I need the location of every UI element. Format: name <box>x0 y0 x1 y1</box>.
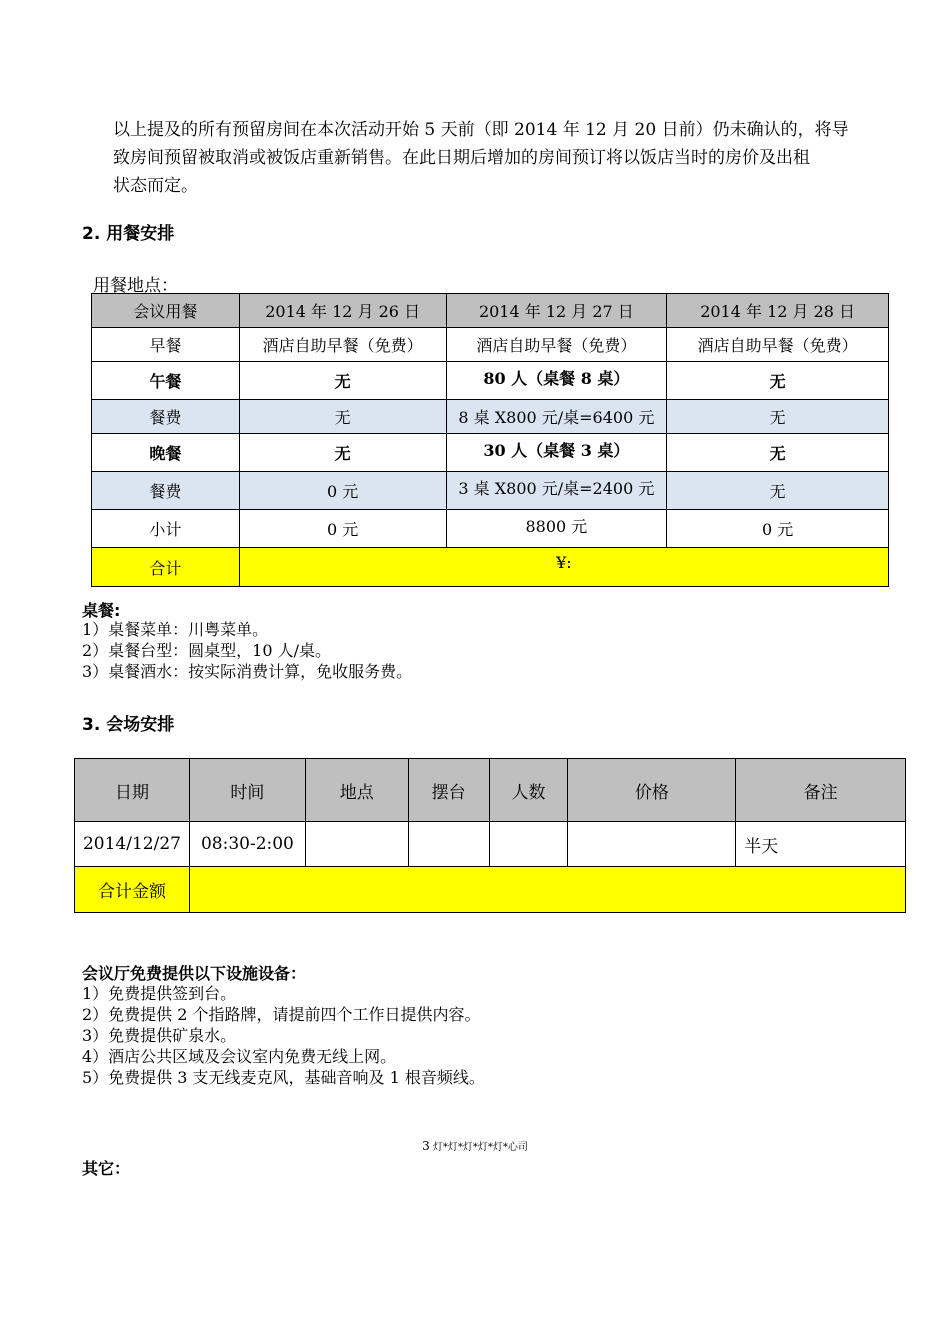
table-cell: 酒店自助早餐（免费） <box>239 328 446 362</box>
facilities-heading: 会议厅免费提供以下设施设备： <box>82 964 307 983</box>
header-cell: 会议用餐 <box>92 294 240 328</box>
table-cell: 0 元 <box>239 472 446 510</box>
header-cell: 时间 <box>189 759 305 822</box>
list-item: 2）免费提供 2 个指路牌，请提前四个工作日提供内容。 <box>82 1005 481 1024</box>
table-cell: 8800 元 <box>446 510 667 548</box>
table-row <box>92 510 889 548</box>
venue-total-row <box>75 867 906 913</box>
table-cell: 小计 <box>92 510 240 548</box>
list-item: 2）桌餐台型：圆桌型，10 人/桌。 <box>82 641 332 660</box>
header-cell: 日期 <box>75 759 190 822</box>
table-cell: 0 元 <box>667 510 889 548</box>
table-row <box>92 400 889 434</box>
table-cell: 80 人（桌餐 8 桌） <box>446 362 667 400</box>
dining-table <box>91 293 889 587</box>
table-cell: 08:30-2:00 <box>189 822 305 867</box>
header-cell: 2014 年 12 月 28 日 <box>667 294 889 328</box>
table-cell: 无 <box>667 362 889 400</box>
list-item: 1）桌餐菜单：川粤菜单。 <box>82 620 269 639</box>
table-meal-list <box>82 619 412 682</box>
table-cell <box>305 822 408 867</box>
header-cell: 2014 年 12 月 27 日 <box>446 294 667 328</box>
table-cell: 餐费 <box>92 400 240 434</box>
intro-line: 状态而定。 <box>113 176 198 196</box>
table-cell: 2014/12/27 <box>75 822 190 867</box>
section-heading-venue: 3. 会场安排 <box>82 715 175 735</box>
table-cell: 无 <box>667 434 889 472</box>
table-row <box>75 822 906 867</box>
table-row <box>92 472 889 510</box>
header-cell: 人数 <box>489 759 568 822</box>
total-value: ¥: <box>239 548 888 587</box>
table-meal-heading: 桌餐: <box>82 601 121 620</box>
facilities-list <box>82 983 485 1088</box>
total-label: 合计金额 <box>75 867 190 913</box>
header-cell: 价格 <box>568 759 736 822</box>
table-row <box>92 362 889 400</box>
dining-table-header <box>92 294 889 328</box>
dining-total-row <box>92 548 889 587</box>
intro-paragraph <box>113 116 913 200</box>
table-cell: 3 桌 X800 元/桌=2400 元 <box>446 472 667 510</box>
table-cell: 早餐 <box>92 328 240 362</box>
section-heading-dining: 2. 用餐安排 <box>82 224 175 244</box>
total-value <box>189 867 905 913</box>
table-cell: 无 <box>667 472 889 510</box>
table-cell: 午餐 <box>92 362 240 400</box>
table-cell: 无 <box>667 400 889 434</box>
intro-line: 以上提及的所有预留房间在本次活动开始 5 天前（即 2014 年 12 月 20 日前）仍未确认的，将导 <box>113 120 849 140</box>
table-cell <box>489 822 568 867</box>
table-cell <box>568 822 736 867</box>
table-cell: 无 <box>239 434 446 472</box>
table-cell: 半天 <box>736 822 906 867</box>
table-row <box>92 328 889 362</box>
list-item: 3）桌餐酒水：按实际消费计算，免收服务费。 <box>82 662 413 681</box>
total-label: 合计 <box>92 548 240 587</box>
page-number: 3 <box>422 1139 430 1153</box>
header-cell: 摆台 <box>408 759 489 822</box>
others-heading: 其它： <box>82 1159 131 1178</box>
header-cell: 备注 <box>736 759 906 822</box>
table-cell: 30 人（桌餐 3 桌） <box>446 434 667 472</box>
table-cell <box>408 822 489 867</box>
list-item: 4）酒店公共区域及会议室内免费无线上网。 <box>82 1047 397 1066</box>
footer-company: 灯*灯*灯*灯*灯*心司 <box>432 1142 528 1153</box>
table-cell: 0 元 <box>239 510 446 548</box>
intro-line: 致房间预留被取消或被饭店重新销售。在此日期后增加的房间预订将以饭店当时的房价及出租 <box>113 148 810 168</box>
list-item: 1）免费提供签到台。 <box>82 984 237 1003</box>
table-cell: 酒店自助早餐（免费） <box>446 328 667 362</box>
table-cell: 晚餐 <box>92 434 240 472</box>
header-cell: 地点 <box>305 759 408 822</box>
table-cell: 餐费 <box>92 472 240 510</box>
table-row <box>92 434 889 472</box>
table-cell: 酒店自助早餐（免费） <box>667 328 889 362</box>
dining-location-label: 用餐地点： <box>93 276 178 296</box>
table-cell: 无 <box>239 362 446 400</box>
header-cell: 2014 年 12 月 26 日 <box>239 294 446 328</box>
venue-table <box>74 758 906 913</box>
venue-table-header <box>75 759 906 822</box>
table-cell: 无 <box>239 400 446 434</box>
table-cell: 8 桌 X800 元/桌=6400 元 <box>446 400 667 434</box>
list-item: 3）免费提供矿泉水。 <box>82 1026 237 1045</box>
list-item: 5）免费提供 3 支无线麦克风，基础音响及 1 根音频线。 <box>82 1068 485 1087</box>
page-footer <box>0 1138 950 1153</box>
